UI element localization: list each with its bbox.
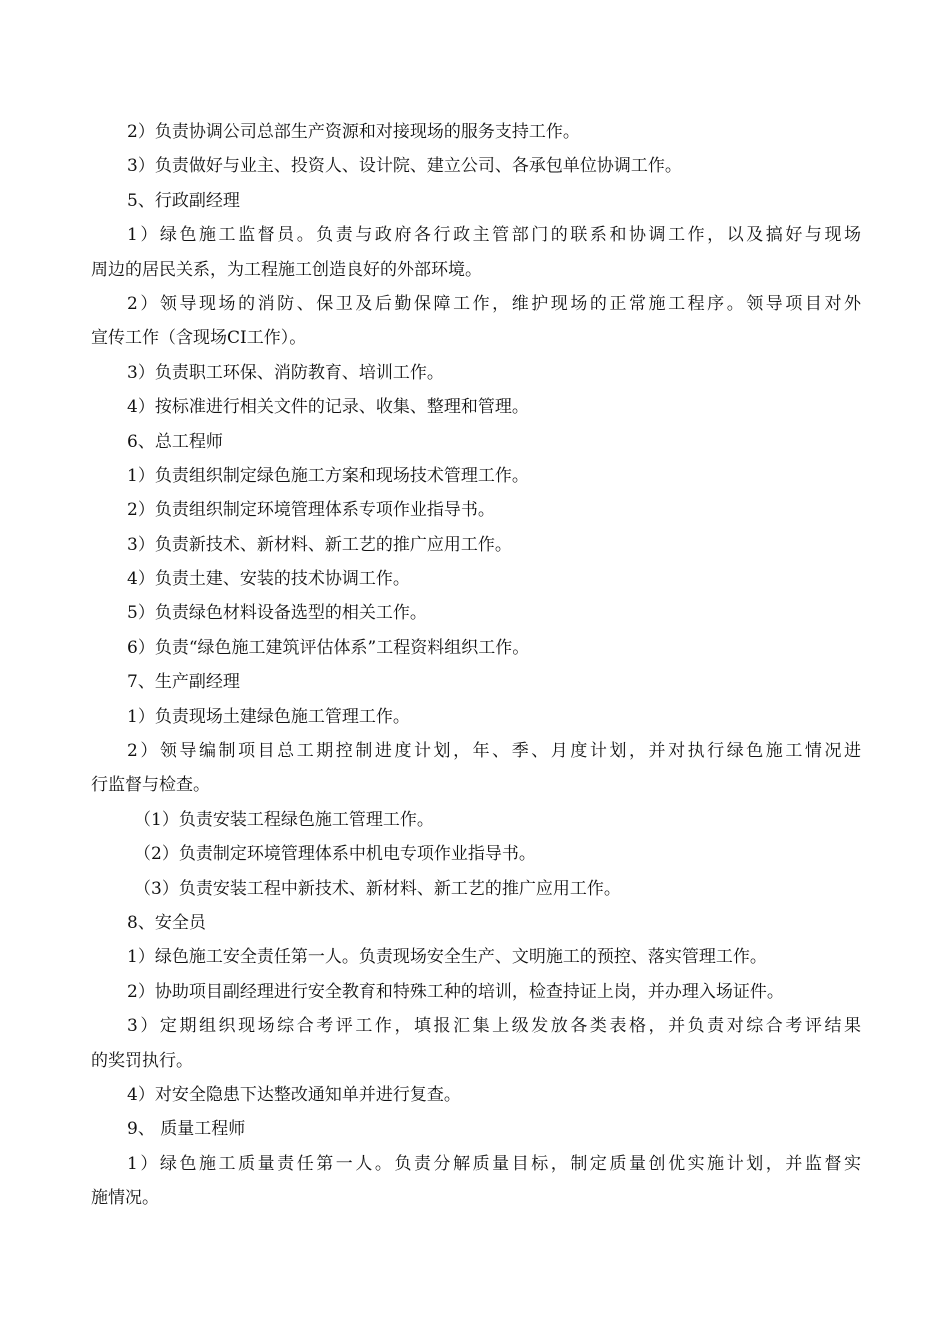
paragraph-line: 3）负责新技术、新材料、新工艺的推广应用工作。 bbox=[127, 534, 512, 555]
section-heading: 8、安全员 bbox=[127, 912, 206, 933]
paragraph-line: 1）绿色施工质量责任第一人。负责分解质量目标，制定质量创优实施计划，并监督实 bbox=[127, 1153, 861, 1174]
paragraph-line: 施情况。 bbox=[91, 1188, 159, 1209]
paragraph-line: 1）负责现场土建绿色施工管理工作。 bbox=[127, 706, 410, 727]
paragraph-line: 4）按标准进行相关文件的记录、收集、整理和管理。 bbox=[127, 397, 529, 418]
paragraph-line: 4）负责土建、安装的技术协调工作。 bbox=[127, 569, 410, 590]
paragraph-line: （1）负责安装工程绿色施工管理工作。 bbox=[134, 809, 434, 830]
paragraph-line: 宣传工作（含现场CI工作）。 bbox=[91, 328, 307, 349]
paragraph-line: 1）绿色施工监督员。负责与政府各行政主管部门的联系和协调工作，以及搞好与现场 bbox=[127, 225, 861, 246]
paragraph-line: 3）定期组织现场综合考评工作，填报汇集上级发放各类表格，并负责对综合考评结果 bbox=[127, 1016, 861, 1037]
section-heading: 7、生产副经理 bbox=[127, 672, 240, 693]
paragraph-line: （2）负责制定环境管理体系中机电专项作业指导书。 bbox=[134, 844, 536, 865]
paragraph-line: 2）负责协调公司总部生产资源和对接现场的服务支持工作。 bbox=[127, 122, 580, 142]
paragraph-line: 行监督与检查。 bbox=[91, 775, 210, 796]
paragraph-line: 2）领导编制项目总工期控制进度计划，年、季、月度计划，并对执行绿色施工情况进 bbox=[127, 741, 861, 762]
paragraph-line: （3）负责安装工程中新技术、新材料、新工艺的推广应用工作。 bbox=[134, 878, 621, 899]
section-heading: 5、行政副经理 bbox=[127, 190, 240, 211]
paragraph-line: 3）负责做好与业主、投资人、设计院、建立公司、各承包单位协调工作。 bbox=[127, 156, 682, 177]
paragraph-line: 4）对安全隐患下达整改通知单并进行复查。 bbox=[127, 1084, 461, 1105]
document-body bbox=[91, 115, 861, 1216]
paragraph-line: 2）领导现场的消防、保卫及后勤保障工作，维护现场的正常施工程序。领导项目对外 bbox=[127, 293, 861, 314]
paragraph-line: 3）负责职工环保、消防教育、培训工作。 bbox=[127, 362, 444, 383]
section-heading: 9、 质量工程师 bbox=[127, 1119, 246, 1140]
section-heading: 6、总工程师 bbox=[127, 431, 223, 452]
paragraph-line: 2）负责组织制定环境管理体系专项作业指导书。 bbox=[127, 500, 495, 521]
paragraph-line: 周边的居民关系，为工程施工创造良好的外部环境。 bbox=[91, 259, 482, 280]
paragraph-line: 1）负责组织制定绿色施工方案和现场技术管理工作。 bbox=[127, 465, 529, 486]
paragraph-line: 2）协助项目副经理进行安全教育和特殊工种的培训，检查持证上岗，并办理入场证件。 bbox=[127, 981, 784, 1002]
paragraph-line: 的奖罚执行。 bbox=[91, 1050, 193, 1071]
paragraph-line: 6）负责“绿色施工建筑评估体系”工程资料组织工作。 bbox=[127, 637, 530, 658]
paragraph-line: 5）负责绿色材料设备选型的相关工作。 bbox=[127, 603, 427, 624]
paragraph-line: 1）绿色施工安全责任第一人。负责现场安全生产、文明施工的预控、落实管理工作。 bbox=[127, 947, 767, 968]
